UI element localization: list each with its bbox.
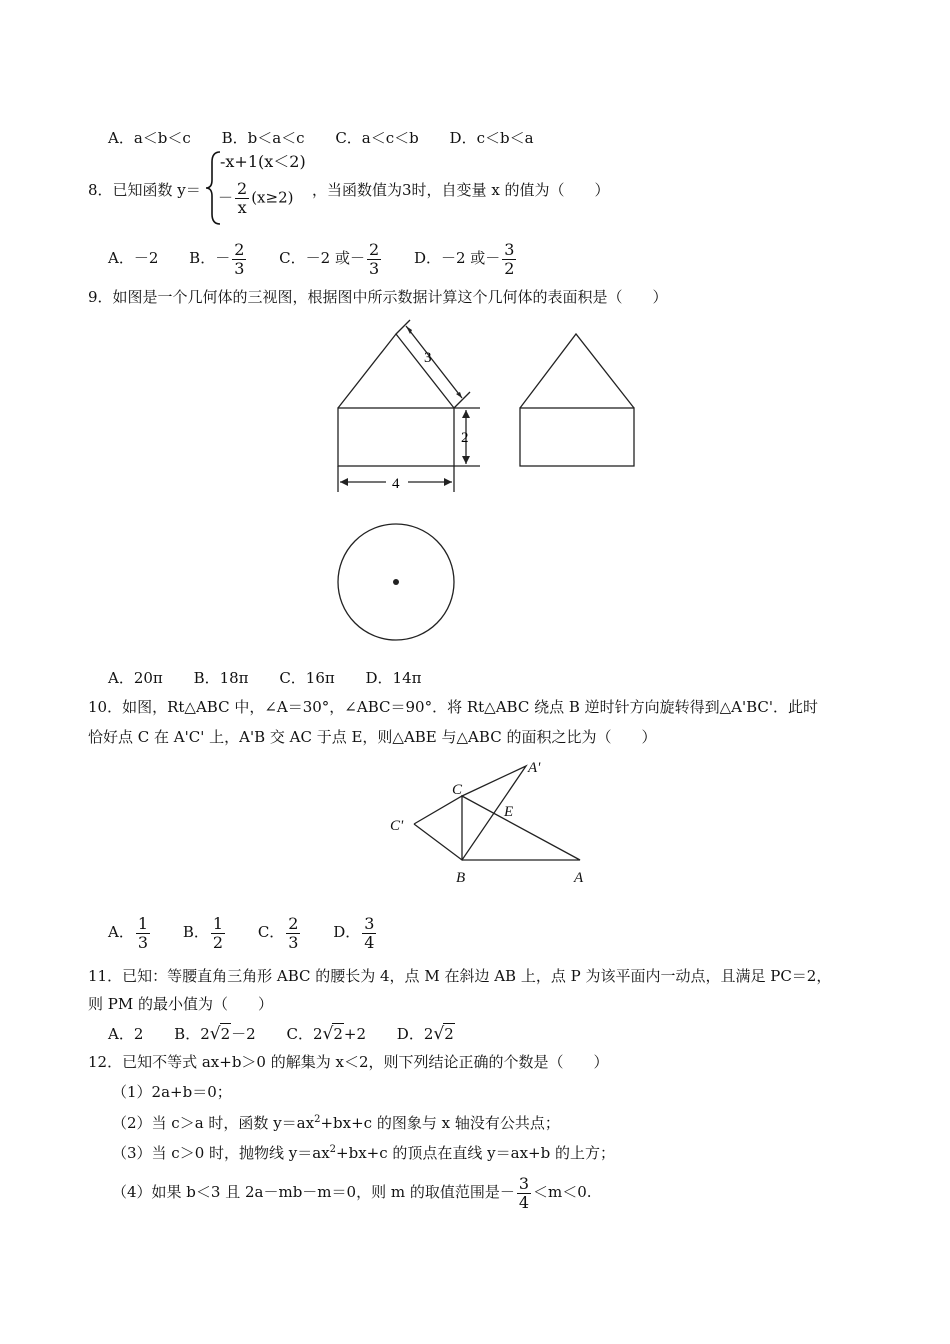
q10-line1: 10．如图，Rt△ABC 中，∠A＝30°，∠ABC＝90°．将 Rt△ABC 绕点 B 逆时针方向旋转得到△A'BC'．此时 xyxy=(88,698,819,716)
q10-option-b: B． $\frac{1}{2}$ xyxy=(182,913,224,952)
dim-height-label: 2 xyxy=(461,430,469,446)
q8-option-d: D．－2 或－ $\frac{3}{2}$ xyxy=(413,239,515,278)
q12-statement-3: （3）当 c＞0 时，抛物线 $y=ax^2+bx+c$ 的顶点在直线 y＝ax+b 的上方； xyxy=(112,1144,615,1162)
label-b: B xyxy=(456,870,466,886)
front-view-rect xyxy=(338,408,454,466)
q11-options xyxy=(108,1023,481,1044)
q10-option-d: D． $\frac{3}{4}$ xyxy=(333,913,375,952)
dim-slant-label: 3 xyxy=(424,350,432,366)
q9-option-b: B．18π xyxy=(193,669,249,687)
q8-case1: -x+1(x＜2) xyxy=(220,152,306,171)
q7-option-c: C．a＜c＜b xyxy=(335,129,419,147)
q12-statement-2: （2）当 c＞a 时，函数 $y=ax^2+bx+c$ 的图象与 x 轴没有公共点； xyxy=(112,1114,560,1132)
q11-option-a: A．2 xyxy=(108,1025,144,1043)
q10-option-a: A． $\frac{1}{3}$ xyxy=(108,913,149,952)
q7-option-d: D．c＜b＜a xyxy=(449,129,534,147)
q9-option-d: D．14π xyxy=(365,669,422,687)
label-a: A xyxy=(574,870,584,886)
q10-line2: 恰好点 C 在 A'C' 上，A'B 交 AC 于点 E，则△ABE 与△ABC 的面积之比为（ ） xyxy=(88,728,657,746)
q7-option-b: B．b＜a＜c xyxy=(221,129,305,147)
q8-case2: － $\frac{2}{x}$ (x≥2) xyxy=(218,179,294,217)
q11-option-b: B．2√2－2 xyxy=(174,1024,256,1044)
side-view-triangle xyxy=(520,334,634,408)
label-a-prime: A' xyxy=(528,760,541,776)
q8-case2-den: x xyxy=(237,198,247,217)
q9-question: 9．如图是一个几何体的三视图，根据图中所示数据计算这个几何体的表面积是（ ） xyxy=(88,288,668,306)
q11-option-c: C．2√2+2 xyxy=(286,1024,367,1044)
q10-options xyxy=(108,912,404,952)
q12-statement-4: （4）如果 b＜3 且 2a－mb－m＝0，则 m 的取值范围是－ $\frac{3}{4}$ ＜m＜0. xyxy=(112,1173,592,1212)
q8-options xyxy=(108,238,544,278)
q8-prefix: 8．已知函数 y＝ xyxy=(88,181,201,199)
q12-question: 12．已知不等式 ax+b＞0 的解集为 x＜2，则下列结论正确的个数是（ ） xyxy=(88,1053,609,1071)
q7-options xyxy=(108,128,560,148)
label-e: E xyxy=(504,804,514,820)
q7-option-a: A．a＜b＜c xyxy=(108,129,191,147)
q9-option-a: A．20π xyxy=(108,669,163,687)
q9-options xyxy=(108,668,448,688)
q8-option-c: C．－2 或－ $\frac{2}{3}$ xyxy=(279,239,380,278)
q8-option-b: B．－ $\frac{2}{3}$ xyxy=(189,239,245,278)
top-view-center-dot xyxy=(393,579,399,585)
side-view-rect xyxy=(520,408,634,466)
q11-option-d: D．2√2 xyxy=(396,1024,454,1044)
q11-line2: 则 PM 的最小值为（ ） xyxy=(88,995,273,1013)
q12-statement-1: （1）2a+b＝0； xyxy=(112,1083,232,1101)
q8-case2-cond: (x≥2) xyxy=(251,188,294,207)
q11-line1: 11．已知：等腰直角三角形 ABC 的腰长为 4，点 M 在斜边 AB 上，点 P 为该平面内一动点，且满足 PC＝2， xyxy=(88,967,832,985)
dim-width-label: 4 xyxy=(392,476,400,492)
triangle-abc xyxy=(462,796,580,860)
label-c: C xyxy=(452,782,463,798)
q10-option-c: C． $\frac{2}{3}$ xyxy=(257,913,299,952)
q8-option-a: A．－2 xyxy=(108,249,159,267)
q9-option-c: C．16π xyxy=(279,669,335,687)
q10-triangle-figure xyxy=(380,752,600,892)
front-view-triangle xyxy=(338,334,454,408)
q8-case2-num: 2 xyxy=(237,179,248,198)
q8-suffix: ，当函数值为3时，自变量 x 的值为（ ） xyxy=(312,181,610,199)
q9-three-views-figure xyxy=(320,312,650,652)
label-c-prime: C' xyxy=(390,818,404,834)
